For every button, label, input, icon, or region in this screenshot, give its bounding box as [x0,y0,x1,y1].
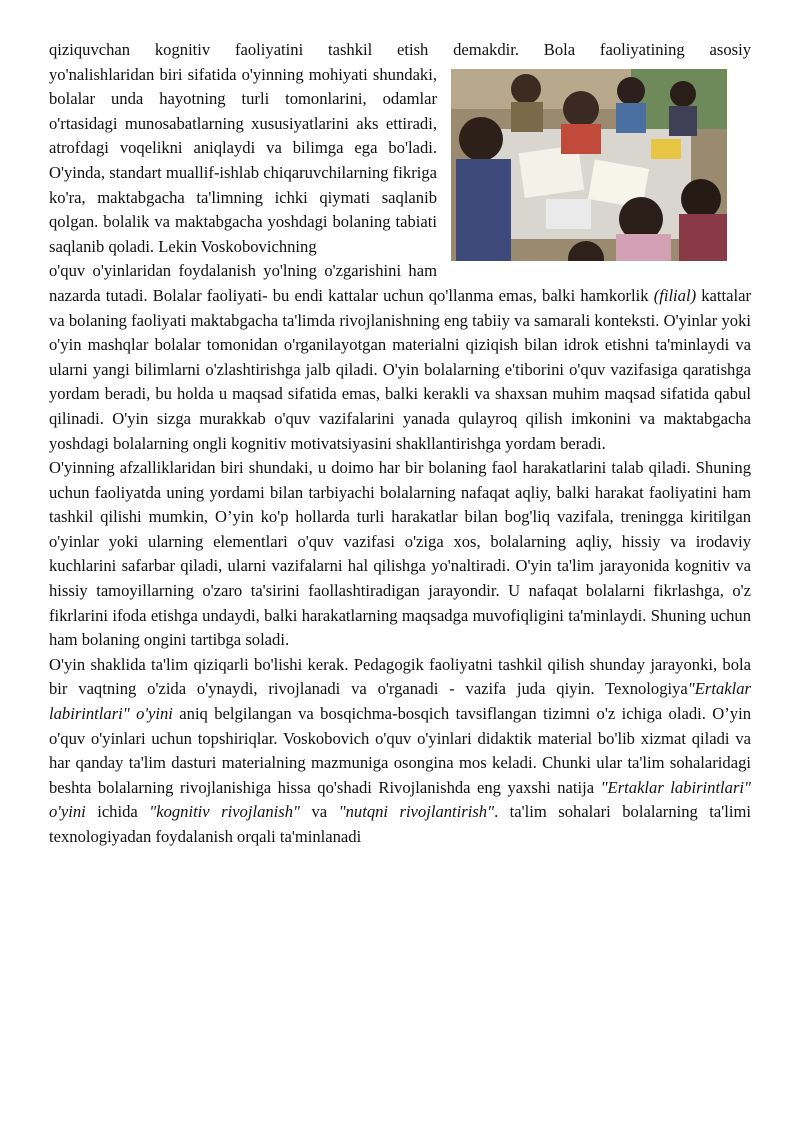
p3-italic-4: "nutqni rivojlantirish" [338,802,495,822]
p3-text-a: O'yin shaklida ta'lim qiziqarli bo'lishi kerak. Pedagogik faoliyatni tashkil qilish shunday jarayonki, bola bir vaqtning o'zida o'ynaydi, rivojlanadi va o'rganadi - vazifa juda qiyin. Texnologiya [49,654,751,699]
p3-text-d: va [300,802,339,822]
p1-text-b: kattalar va bolaning faoliyati maktabgacha ta'limda rivojlanishning eng tabiiy va samarali konteksti. O'yinlar yoki o'yin mashqlar bolalar tomonidan o'rganilayotgan materialni qiziqish bilan idrok etishni ta'minlaydi va ularni yangi bilimlarni o'zlashtirishga jalb qiladi. O'yin bolalarning e'tiborini o'quv vazifasiga qaratishga yordam beradi, bu holda u maqsad sifatida emas, balki kerakli va shaxsan muhim maqsad sifatida qabul qilinadi. O'yin sizga murakkab o'quv vazifalarini yanada qulayroq qilish imkonini va maktabgacha yoshdagi bolalarning ongli kognitiv motivatsiyasini shakllantirishga yordam beradi. [49,285,751,453]
document-body [49,38,751,850]
p3-italic-2: "Ertaklar labirintlari" o'yini [49,777,751,822]
p3-text-e: . ta'lim sohalari bolalarning ta'limi texnologiyadan foydalanish orqali ta'minlanadi [49,802,752,846]
paragraph-3 [49,653,751,850]
photo-illustration [451,69,727,261]
p3-italic-1: "Ertaklar labirintlari" o'yini [49,679,751,724]
p3-text-c: ichida [85,802,150,822]
p1-italic: (filial) [653,285,697,305]
p3-text-b: aniq belgilangan va bosqichma-bosqich tavsiflangan tizimni o'z ichiga oladi. O’yin o'quv o'yinlari uchun topshiriqlar. Voskobovich o'quv o'yinlari didaktik material bo'lib xizmat qiladi va har qanday ta'lim dasturi materialning mazmuniga osongina mos keladi. Chunki ular ta'lim sohalaridagi beshta bolalarning rivojlanishiga hissa qo'shadi Rivojlanishda eng yaxshi natija [49,704,751,797]
children-game-photo [451,69,727,261]
paragraph-1-continued [49,259,751,456]
p1-text-a: o'quv o'yinlaridan foydalanish yo'lning o'zgarishini ham nazarda tutadi. Bolalar faoliyati- bu endi kattalar uchun qo'llanma emas, balki hamkorlik [49,261,654,305]
p3-italic-3: "kognitiv rivojlanish" [149,802,301,822]
paragraph-2: O'yinning afzalliklaridan biri shundaki, u doimo har bir bolaning faol harakatlarini talab qiladi. Shuning uchun faoliyatda uning yordami bilan tarbiyachi bolalarning nafaqat aqliy, balki harakat faoliyatini ham tashkil qilishi mumkin, O’yin ko'p hollarda turli harakatlar bilan bog'liq vazifala, treningga kiritilgan o'yinlar yoki ularning elementlari o'quv vazifasi o'ziga xos, bolalarning aqliy, hissiy va irodaviy kuchlarini safarbar qiladi, ularni vazifalarni hal qilishga yo'naltiradi. O'yin ta'lim jarayonida kognitiv va hissiy tamoyillarning o'zaro ta'sirini faollashtiradigan jarayondir. U nafaqat bolalarni fikrlashga, o'z fikrlarini ifoda etishga undaydi, balki harakatlarning maqsadga muvofiqligini ta'minlaydi. Shuning uchun ham bolaning ongini tartibga soladi. [49,458,751,650]
wrap-paragraph: yo'nalishlaridan biri sifatida o'yinning mohiyati shundaki, bolalar unda hayotning turli tomonlarini, odamlar o'rtasidagi munosabatlarning xususiyatlarini aks ettiradi, atrofdagi voqelikni aniqlaydi va bilimga ega bo'ladi. O'yinda, standart muallif-ishlab chiqaruvchilarning fikriga ko'ra, maktabgacha ta'limning ichki qiymati saqlanib qolgan. bolalik va maktabgacha yoshdagi bolaning tabiati saqlanib qoladi. Lekin Voskobovichning [49,64,437,256]
first-line: qiziquvchan kognitiv faoliyatini tashkil etish demakdir. Bola faoliyatining asosiy [49,40,751,59]
